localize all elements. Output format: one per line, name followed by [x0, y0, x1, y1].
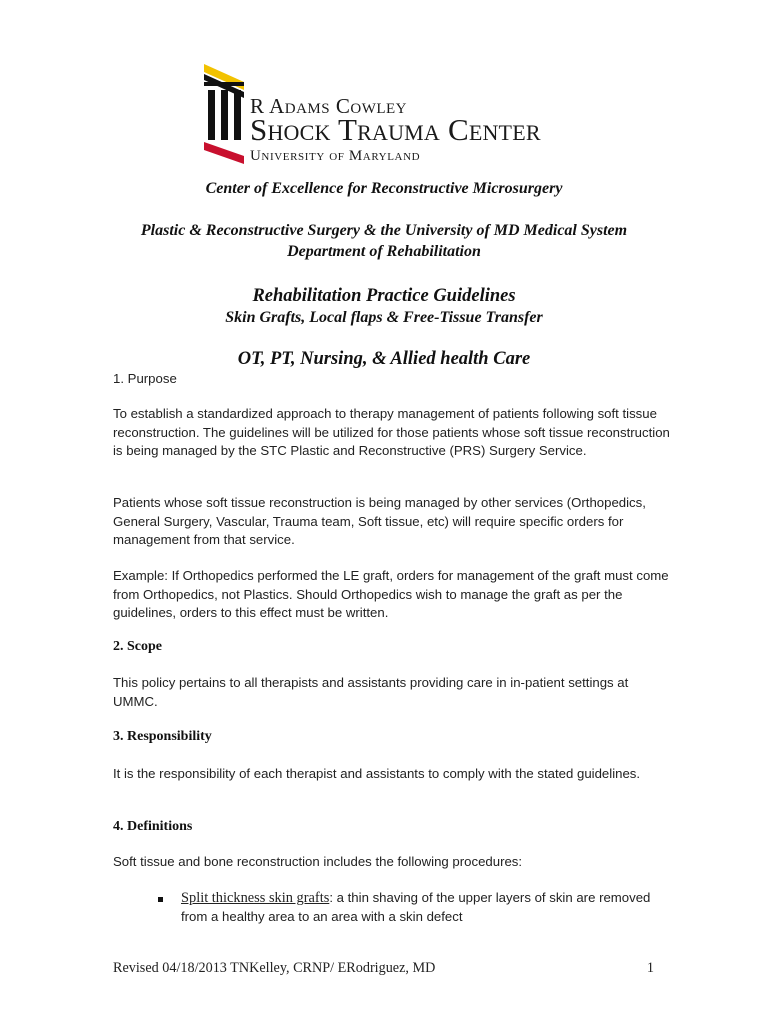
bullet-term: Split thickness skin grafts — [181, 890, 330, 906]
care-title: OT, PT, Nursing, & Allied health Care — [237, 349, 531, 369]
department-title: Department of Rehabilitation — [287, 243, 481, 260]
column-emblem-icon — [200, 60, 248, 164]
bullet-square-icon — [158, 897, 163, 902]
definition-bullet — [181, 889, 651, 926]
definitions-paragraph: Soft tissue and bone reconstruction includes the following procedures: — [113, 854, 523, 869]
scope-paragraph: This policy pertains to all therapists and assistants providing care in in-patient settings at UMMC. — [113, 675, 629, 709]
purpose-paragraph-3: Example: If Orthopedics performed the LE graft, orders for management of the graft must come from Orthopedics, not Plastics. Should Orthopedics wish to manage the graft as per the guidelines, orders to this effect must be written. — [113, 568, 669, 620]
plastic-surgery-title: Plastic & Reconstructive Surgery & the University of MD Medical System — [140, 222, 628, 239]
shock-trauma-logo — [200, 60, 570, 168]
purpose-heading: 1. Purpose — [113, 371, 177, 386]
scope-heading: 2. Scope — [113, 639, 162, 654]
logo-line-2: Shock Trauma Center — [250, 112, 541, 147]
guidelines-title: Rehabilitation Practice Guidelines — [252, 286, 516, 306]
revision-footer: Revised 04/18/2013 TNKelley, CRNP/ ERodriguez, MD — [113, 960, 436, 976]
logo-line-1: R Adams Cowley — [250, 94, 408, 118]
purpose-paragraph-2: Patients whose soft tissue reconstruction is being managed by other services (Orthopedics, General Surgery, Vascular, Trauma team, Soft tissue, etc) will require specific orders for management from that service. — [113, 495, 646, 547]
responsibility-heading: 3. Responsibility — [113, 729, 212, 744]
logo-line-3: University of Maryland — [250, 148, 421, 164]
page-number: 1 — [646, 960, 654, 976]
definitions-heading: 4. Definitions — [113, 819, 193, 834]
purpose-paragraph-1: To establish a standardized approach to therapy management of patients following soft tissue reconstruction. The guidelines will be utilized for those patients whose soft tissue reconstruction is being managed by the STC Plastic and Reconstructive (PRS) Surgery Service. — [113, 406, 670, 458]
responsibility-paragraph: It is the responsibility of each therapist and assistants to comply with the stated guidelines. — [113, 766, 641, 781]
bullet-description: : a thin shaving of the upper layers of skin are removed from a healthy area to an area with a skin defect — [181, 890, 651, 924]
guidelines-subtitle: Skin Grafts, Local flaps & Free-Tissue Transfer — [225, 309, 543, 326]
center-excellence-title: Center of Excellence for Reconstructive Microsurgery — [205, 180, 563, 197]
